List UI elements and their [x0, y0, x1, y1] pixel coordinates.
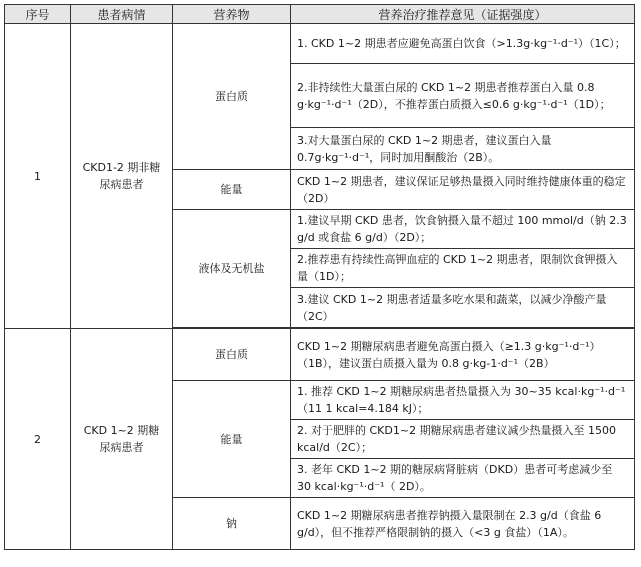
table-row: [5, 24, 635, 64]
recommendation-cell: CKD 1~2 期患者，建议保证足够热量摄入同时维持健康体重的稳定（2D）: [291, 170, 635, 210]
nutrient-cell: 能量: [173, 381, 291, 498]
nutrition-recommendation-table: [4, 4, 635, 550]
table-header-row: [5, 5, 635, 24]
recommendation-cell: 1. 推荐 CKD 1~2 期糖尿病患者热量摄入为 30~35 kcal·kg⁻¹·d⁻¹（11 1 kcal=4.184 kJ）；: [291, 381, 635, 420]
condition-label: CKD 1~2 期糖尿病患者: [83, 424, 160, 454]
row-number: 2: [5, 329, 71, 550]
header-nutrient: 营养物: [173, 5, 291, 24]
table-row: [5, 329, 635, 381]
recommendation-cell: 2.推荐患有持续性高钾血症的 CKD 1~2 期患者，限制饮食钾摄入量（1D）；: [291, 249, 635, 288]
nutrient-cell: 能量: [173, 170, 291, 210]
row-number: 1: [5, 24, 71, 329]
recommendation-cell: 1.建议早期 CKD 患者，饮食钠摄入量不超过 100 mmol/d（钠 2.3 g/d 或食盐 6 g/d）（2D）；: [291, 210, 635, 249]
nutrient-cell: 液体及无机盐: [173, 210, 291, 328]
condition-cell: [71, 329, 173, 550]
recommendation-cell: CKD 1~2 期糖尿病患者避免高蛋白摄入（≥1.3 g·kg⁻¹·d⁻¹）（1B），建议蛋白质摄入量为 0.8 g·kg-1·d⁻¹（2B）: [291, 329, 635, 381]
recommendation-cell: 2. 对于肥胖的 CKD1~2 期糖尿病患者建议减少热量摄入至 1500 kcal/d（2C）；: [291, 420, 635, 459]
header-no: 序号: [5, 5, 71, 24]
recommendation-cell: 3. 老年 CKD 1~2 期的糖尿病肾脏病（DKD）患者可考虑减少至 30 kcal·kg⁻¹·d⁻¹（ 2D）。: [291, 459, 635, 498]
recommendation-cell: 3.建议 CKD 1~2 期患者适量多吃水果和蔬菜，以减少净酸产量（2C）: [291, 288, 635, 328]
nutrient-cell: 钠: [173, 498, 291, 550]
recommendation-cell: 1. CKD 1~2 期患者应避免高蛋白饮食（>1.3g·kg⁻¹·d⁻¹）（1C）；: [291, 24, 635, 64]
condition-cell: [71, 24, 173, 329]
nutrient-cell: 蛋白质: [173, 24, 291, 170]
header-condition: 患者病情: [71, 5, 173, 24]
recommendation-cell: 2.非持续性大量蛋白尿的 CKD 1~2 期患者推荐蛋白入量 0.8 g·kg⁻¹·d⁻¹（2D），不推荐蛋白质摄入≤0.6 g·kg⁻¹·d⁻¹（1D）；: [291, 64, 635, 128]
nutrient-cell: 蛋白质: [173, 329, 291, 381]
recommendation-cell: CKD 1~2 期糖尿病患者推荐钠摄入量限制在 2.3 g/d（食盐 6 g/d），但不推荐严格限制钠的摄入（<3 g 食盐）（1A）。: [291, 498, 635, 550]
recommendation-cell: 3.对大量蛋白尿的 CKD 1~2 期患者，建议蛋白入量 0.7g·kg⁻¹·d⁻¹，同时加用酮酸治（2B）。: [291, 128, 635, 170]
header-recommendation: 营养治疗推荐意见（证据强度）: [291, 5, 635, 24]
condition-label: CKD1-2 期非糖尿病患者: [82, 161, 161, 191]
